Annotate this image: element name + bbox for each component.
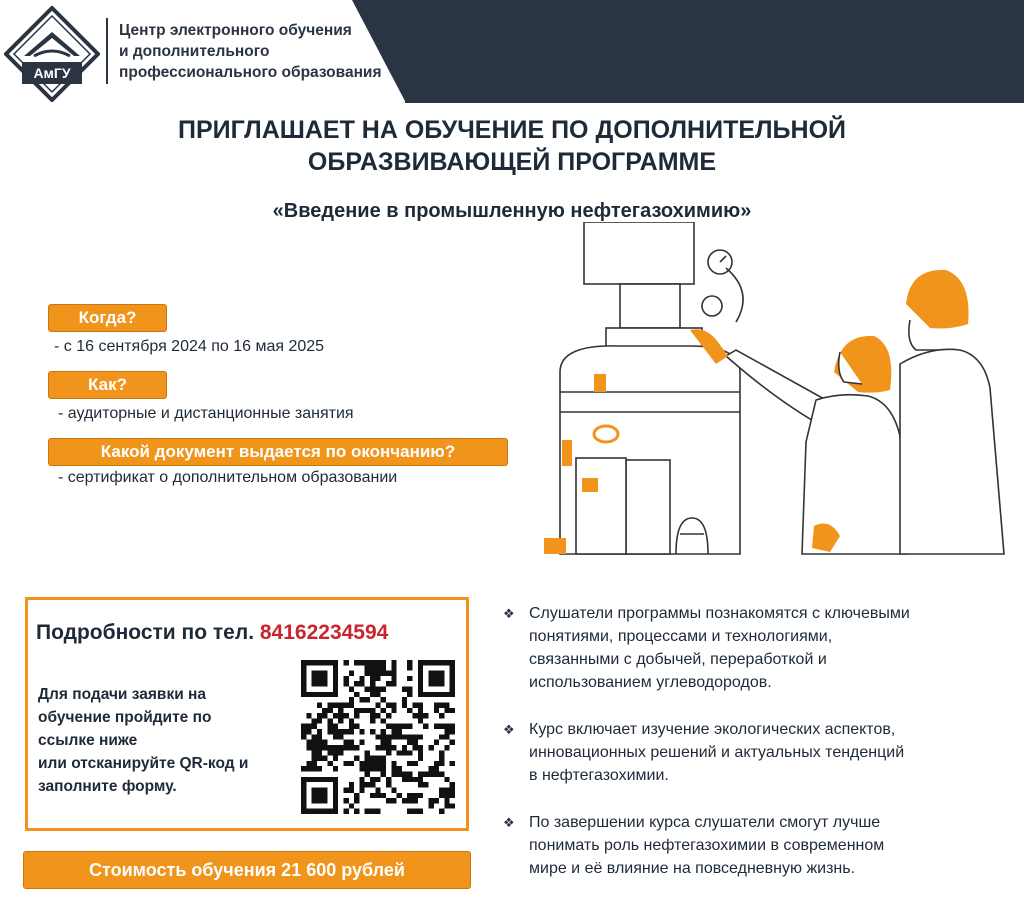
org-line: профессионального образования — [119, 64, 382, 81]
lab-illustration — [540, 222, 1024, 562]
bullet-line: Курс включает изучение экологических аспектов, — [529, 721, 896, 738]
diamond-bullet-icon: ❖ — [503, 815, 515, 830]
bullet-line: инновационных решений и актуальных тенденций — [529, 744, 905, 761]
org-line: Центр электронного обучения — [119, 22, 352, 39]
apply-instructions — [38, 683, 303, 798]
when-label: Когда? — [48, 304, 167, 332]
amgu-logo — [4, 6, 100, 102]
price-banner: Стоимость обучения 21 600 рублей — [23, 851, 471, 889]
apply-line: ссылке ниже — [38, 732, 138, 749]
bullet-line: использованием углеводородов. — [529, 674, 772, 691]
page-title — [0, 114, 1024, 178]
bullet-line: Слушатели программы познакомятся с ключевыми — [529, 605, 910, 622]
apply-line: или отсканируйте QR-код и — [38, 755, 249, 772]
how-text: - аудиторные и дистанционные занятия — [58, 405, 354, 422]
diamond-bullet-icon: ❖ — [503, 722, 515, 737]
diamond-bullet-icon: ❖ — [503, 606, 515, 621]
apply-line: заполните форму. — [38, 778, 177, 795]
title-line: ПРИГЛАШАЕТ НА ОБУЧЕНИЕ ПО ДОПОЛНИТЕЛЬНОЙ — [177, 116, 846, 144]
bullet-line: понятиями, процессами и технологиями, — [529, 628, 833, 645]
bullet-line: связанными с добычей, переработкой и — [529, 651, 827, 668]
qr-code[interactable] — [301, 660, 455, 814]
logo-text: АмГУ — [33, 65, 71, 81]
how-label: Как? — [48, 371, 167, 399]
title-line: ОБРАЗВИВАЮЩЕЙ ПРОГРАММЕ — [307, 148, 717, 176]
document-label: Какой документ выдается по окончанию? — [48, 438, 508, 466]
logo-divider — [106, 18, 108, 84]
bullet-item — [503, 602, 1013, 694]
phone-line — [36, 621, 388, 645]
bullet-line: мире и её влияние на повседневную жизнь. — [529, 860, 856, 877]
phone-number[interactable]: 84162234594 — [259, 621, 389, 644]
apply-line: Для подачи заявки на — [38, 686, 207, 703]
course-description — [503, 602, 1013, 904]
org-line: и дополнительного — [119, 43, 270, 60]
document-text: - сертификат о дополнительном образовании — [58, 469, 398, 486]
bullet-item — [503, 811, 1013, 880]
program-name: «Введение в промышленную нефтегазохимию» — [272, 200, 752, 222]
phone-label: Подробности по тел. — [36, 621, 255, 644]
org-name — [119, 20, 439, 83]
bullet-item — [503, 718, 1013, 787]
when-text: - с 16 сентября 2024 по 16 мая 2025 — [54, 338, 325, 355]
bullet-line: в нефтегазохимии. — [529, 767, 669, 784]
header-band — [405, 0, 1024, 103]
bullet-line: понимать роль нефтегазохимии в современном — [529, 837, 885, 854]
bullet-line: По завершении курса слушатели смогут лучше — [529, 814, 881, 831]
apply-line: обучение пройдите по — [38, 709, 212, 726]
